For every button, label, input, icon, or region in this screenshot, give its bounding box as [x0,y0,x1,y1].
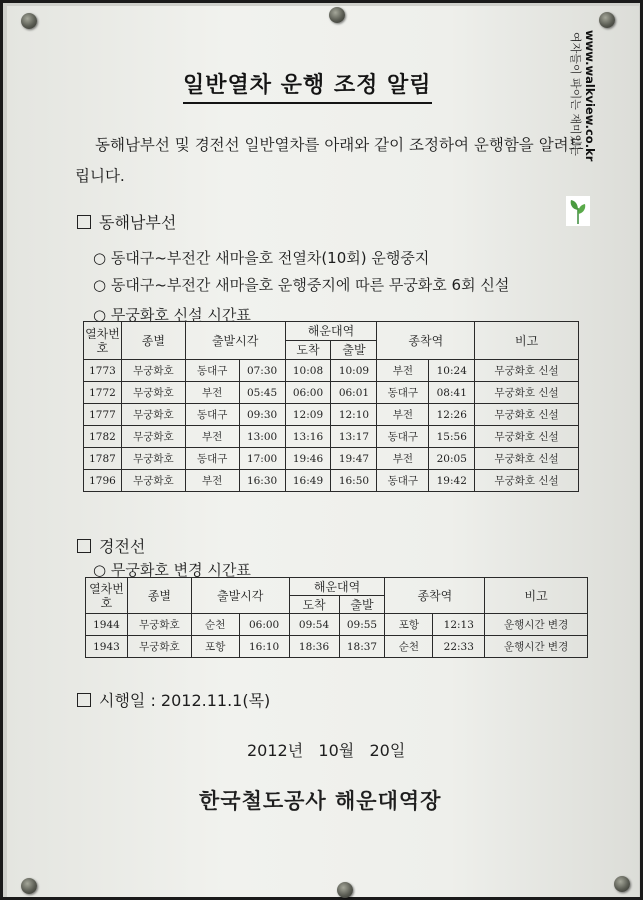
header-remarks: 비고 [485,578,588,614]
timetable-gyeongjeon [85,577,588,658]
cell-haeundae-depart: 09:55 [339,614,385,636]
effective-text: 시행일 : 2012.11.1(목) [99,691,271,710]
cell-destination-time: 12:26 [429,404,475,426]
cell-type: 무궁화호 [121,382,185,404]
header-departure: 출발시각 [185,322,285,360]
notice-date: 2012년 10월 20일 [247,741,406,760]
cell-train-no: 1777 [84,404,122,426]
cell-departure-station: 순천 [191,614,239,636]
table-row [86,614,588,636]
header-train-no: 열차번호 [84,322,122,360]
cell-departure-station: 동대구 [185,360,239,382]
watermark [560,28,600,228]
cell-remarks: 무궁화호 신설 [475,382,579,404]
cell-destination-time: 12:13 [433,614,485,636]
cell-departure-time: 16:10 [239,636,289,658]
cell-departure-time: 07:30 [239,360,285,382]
cell-destination-time: 08:41 [429,382,475,404]
pin-icon [337,882,353,898]
cell-departure-station: 부전 [185,470,239,492]
notice-intro: 동해남부선 및 경전선 일반열차를 아래와 같이 조정하여 운행함을 알려드립니다. [75,136,584,185]
cell-haeundae-arrive: 09:54 [289,614,339,636]
header-depart: 출발 [331,341,377,360]
cell-departure-time: 13:00 [239,426,285,448]
cell-remarks: 무궁화호 신설 [475,470,579,492]
pin-icon [329,7,345,23]
cell-haeundae-arrive: 10:08 [285,360,331,382]
bullet-item: ○ 동대구~부전간 새마을호 운행중지에 따른 무궁화호 6회 신설 [93,276,510,294]
leaf-logo-icon [566,196,590,226]
table-row [84,448,579,470]
cell-remarks: 무궁화호 신설 [475,448,579,470]
cell-destination-time: 15:56 [429,426,475,448]
cell-train-no: 1944 [86,614,128,636]
cell-haeundae-depart: 13:17 [331,426,377,448]
cell-haeundae-depart: 12:10 [331,404,377,426]
cell-departure-time: 05:45 [239,382,285,404]
cell-departure-station: 동대구 [185,448,239,470]
cell-haeundae-arrive: 13:16 [285,426,331,448]
header-arrive: 도착 [285,341,331,360]
cell-departure-station: 포항 [191,636,239,658]
header-train-no: 열차번호 [86,578,128,614]
cell-destination-time: 22:33 [433,636,485,658]
cell-destination-station: 동대구 [377,382,429,404]
cell-destination-station: 동대구 [377,426,429,448]
cell-departure-time: 17:00 [239,448,285,470]
cell-train-no: 1796 [84,470,122,492]
cell-remarks: 운행시간 변경 [485,614,588,636]
watermark-text: 여자들이 파이는 재미있는 [569,32,582,156]
table-row [84,404,579,426]
cell-departure-time: 09:30 [239,404,285,426]
pin-icon [614,876,630,892]
header-destination: 종착역 [377,322,475,360]
table-row [84,360,579,382]
effective-date [77,688,270,711]
cell-train-no: 1787 [84,448,122,470]
section-donghae [77,210,176,233]
section-gyeongjeon [77,534,145,557]
cell-haeundae-arrive: 06:00 [285,382,331,404]
cell-type: 무궁화호 [121,470,185,492]
cell-destination-time: 20:05 [429,448,475,470]
cell-destination-time: 19:42 [429,470,475,492]
cell-train-no: 1772 [84,382,122,404]
cell-remarks: 무궁화호 신설 [475,360,579,382]
cell-destination-station: 순천 [385,636,433,658]
cell-train-no: 1773 [84,360,122,382]
table-row [84,470,579,492]
table-row [84,426,579,448]
cell-destination-station: 부전 [377,360,429,382]
header-arrive: 도착 [289,596,339,614]
notice-paper [7,6,639,897]
cell-departure-station: 부전 [185,426,239,448]
header-type: 종별 [127,578,191,614]
cell-train-no: 1782 [84,426,122,448]
pin-icon [21,13,37,29]
timetable-donghae [83,321,579,492]
table-row [86,636,588,658]
header-departure: 출발시각 [191,578,289,614]
watermark-url: www.walkview.co.kr [583,30,597,162]
cell-type: 무궁화호 [121,404,185,426]
issuer-name: 한국철도공사 해운대역장 [199,789,442,813]
cell-haeundae-arrive: 12:09 [285,404,331,426]
cell-type: 무궁화호 [121,360,185,382]
cell-haeundae-depart: 19:47 [331,448,377,470]
bullet-item: ○ 동대구~부전간 새마을호 전열차(10회) 운행중지 [93,249,430,267]
cell-destination-station: 동대구 [377,470,429,492]
checkbox-square-icon [77,539,91,553]
cell-remarks: 무궁화호 신설 [475,426,579,448]
cell-haeundae-depart: 10:09 [331,360,377,382]
header-type: 종별 [121,322,185,360]
cell-haeundae-arrive: 16:49 [285,470,331,492]
section-heading: 동해남부선 [99,213,177,232]
table-title: ○ 무궁화호 신설 시간표 [93,306,251,324]
cell-destination-time: 10:24 [429,360,475,382]
cell-type: 무궁화호 [127,636,191,658]
header-haeundae: 해운대역 [285,322,377,341]
header-depart: 출발 [339,596,385,614]
table-row [84,382,579,404]
notice-title: 일반열차 운행 조정 알림 [183,68,432,104]
checkbox-square-icon [77,215,91,229]
cell-departure-time: 16:30 [239,470,285,492]
cell-haeundae-depart: 16:50 [331,470,377,492]
cell-departure-time: 06:00 [239,614,289,636]
pin-icon [21,878,37,894]
header-remarks: 비고 [475,322,579,360]
cell-train-no: 1943 [86,636,128,658]
table-title: ○ 무궁화호 변경 시간표 [93,561,251,579]
cell-type: 무궁화호 [121,448,185,470]
cell-destination-station: 포항 [385,614,433,636]
cell-haeundae-depart: 06:01 [331,382,377,404]
cell-destination-station: 부전 [377,448,429,470]
cell-type: 무궁화호 [121,426,185,448]
checkbox-square-icon [77,693,91,707]
cell-haeundae-depart: 18:37 [339,636,385,658]
cell-remarks: 운행시간 변경 [485,636,588,658]
cell-type: 무궁화호 [127,614,191,636]
cell-haeundae-arrive: 19:46 [285,448,331,470]
cell-departure-station: 동대구 [185,404,239,426]
cell-departure-station: 부전 [185,382,239,404]
header-haeundae: 해운대역 [289,578,385,596]
header-destination: 종착역 [385,578,485,614]
cell-remarks: 무궁화호 신설 [475,404,579,426]
pin-icon [599,12,615,28]
cell-haeundae-arrive: 18:36 [289,636,339,658]
cell-destination-station: 부전 [377,404,429,426]
section-heading: 경전선 [99,537,146,556]
